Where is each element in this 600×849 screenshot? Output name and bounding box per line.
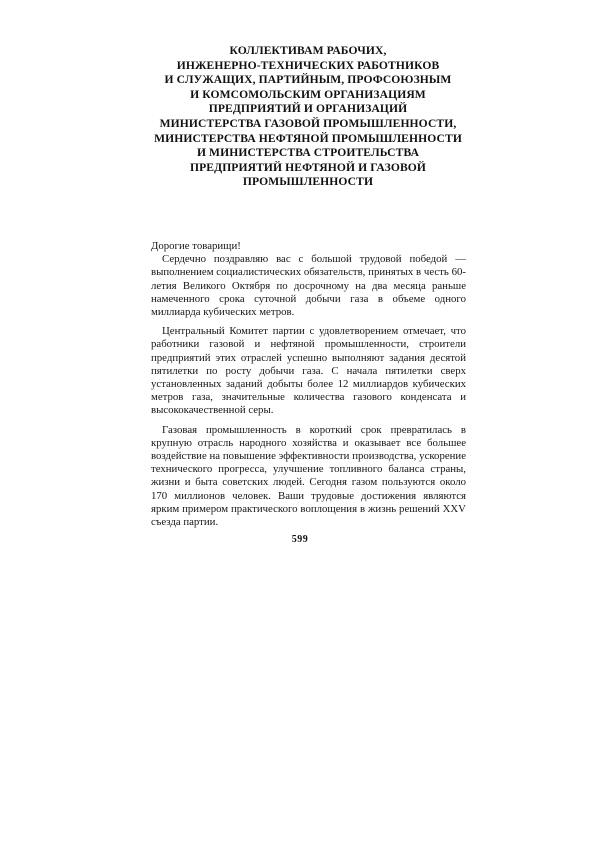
- heading-line: МИНИСТЕРСТВА ГАЗОВОЙ ПРОМЫШЛЕННОСТИ,: [159, 116, 457, 130]
- heading-line: ПРЕДПРИЯТИЙ И ОРГАНИЗАЦИЙ: [208, 102, 408, 116]
- document-heading: [140, 44, 476, 190]
- greeting: Дорогие товарищи!: [151, 240, 241, 252]
- heading-line: МИНИСТЕРСТВА НЕФТЯНОЙ ПРОМЫШЛЕННОСТИ: [154, 131, 462, 145]
- heading-line: ИНЖЕНЕРНО-ТЕХНИЧЕСКИХ РАБОТНИКОВ: [176, 58, 440, 72]
- body-paragraph: Центральный Комитет партии с удовлетворением отмечает, что работники газовой и нефтяной промышленности, строители предприятий этих отраслей успешно выполняют задания десятой пятилетки по росту добычи газа. С начала пятилетки сверх установленных заданий добыты более 12 миллиардов кубических метров газа, значительные количества газового конденсата и высококачественной серы.: [151, 325, 466, 417]
- body-paragraph: Газовая промышленность в короткий срок превратилась в крупную отрасль народного хозяйства и оказывает все большее воздействие на повышение эффективности производства, ускорение технического прогресса, улучшение топливного баланса страны, жизни и быта советских людей. Сегодня газом пользуются около 170 миллионов человек. Ваши трудовые достижения являются ярким примером практического воплощения в жизнь решений XXV съезда партии.: [151, 423, 466, 529]
- heading-line: ПРЕДПРИЯТИЙ НЕФТЯНОЙ И ГАЗОВОЙ: [189, 160, 427, 174]
- heading-line: И МИНИСТЕРСТВА СТРОИТЕЛЬСТВА: [196, 146, 420, 160]
- page-number: 599: [291, 534, 309, 545]
- heading-line: ПРОМЫШЛЕННОСТИ: [242, 175, 374, 189]
- letter-body: [151, 240, 466, 529]
- heading-line: И СЛУЖАЩИХ, ПАРТИЙНЫМ, ПРОФСОЮЗНЫМ: [164, 73, 452, 87]
- heading-line: И КОМСОМОЛЬСКИМ ОРГАНИЗАЦИЯМ: [190, 87, 426, 101]
- heading-line: КОЛЛЕКТИВАМ РАБОЧИХ,: [229, 44, 387, 57]
- body-paragraph: Сердечно поздравляю вас с большой трудовой победой — выполнением социалистических обязательств, принятых в честь 60-летия Великого Октября по досрочному на два месяца раньше намеченного срока суточной добычи газа в объеме одного миллиарда кубических метров.: [151, 253, 466, 319]
